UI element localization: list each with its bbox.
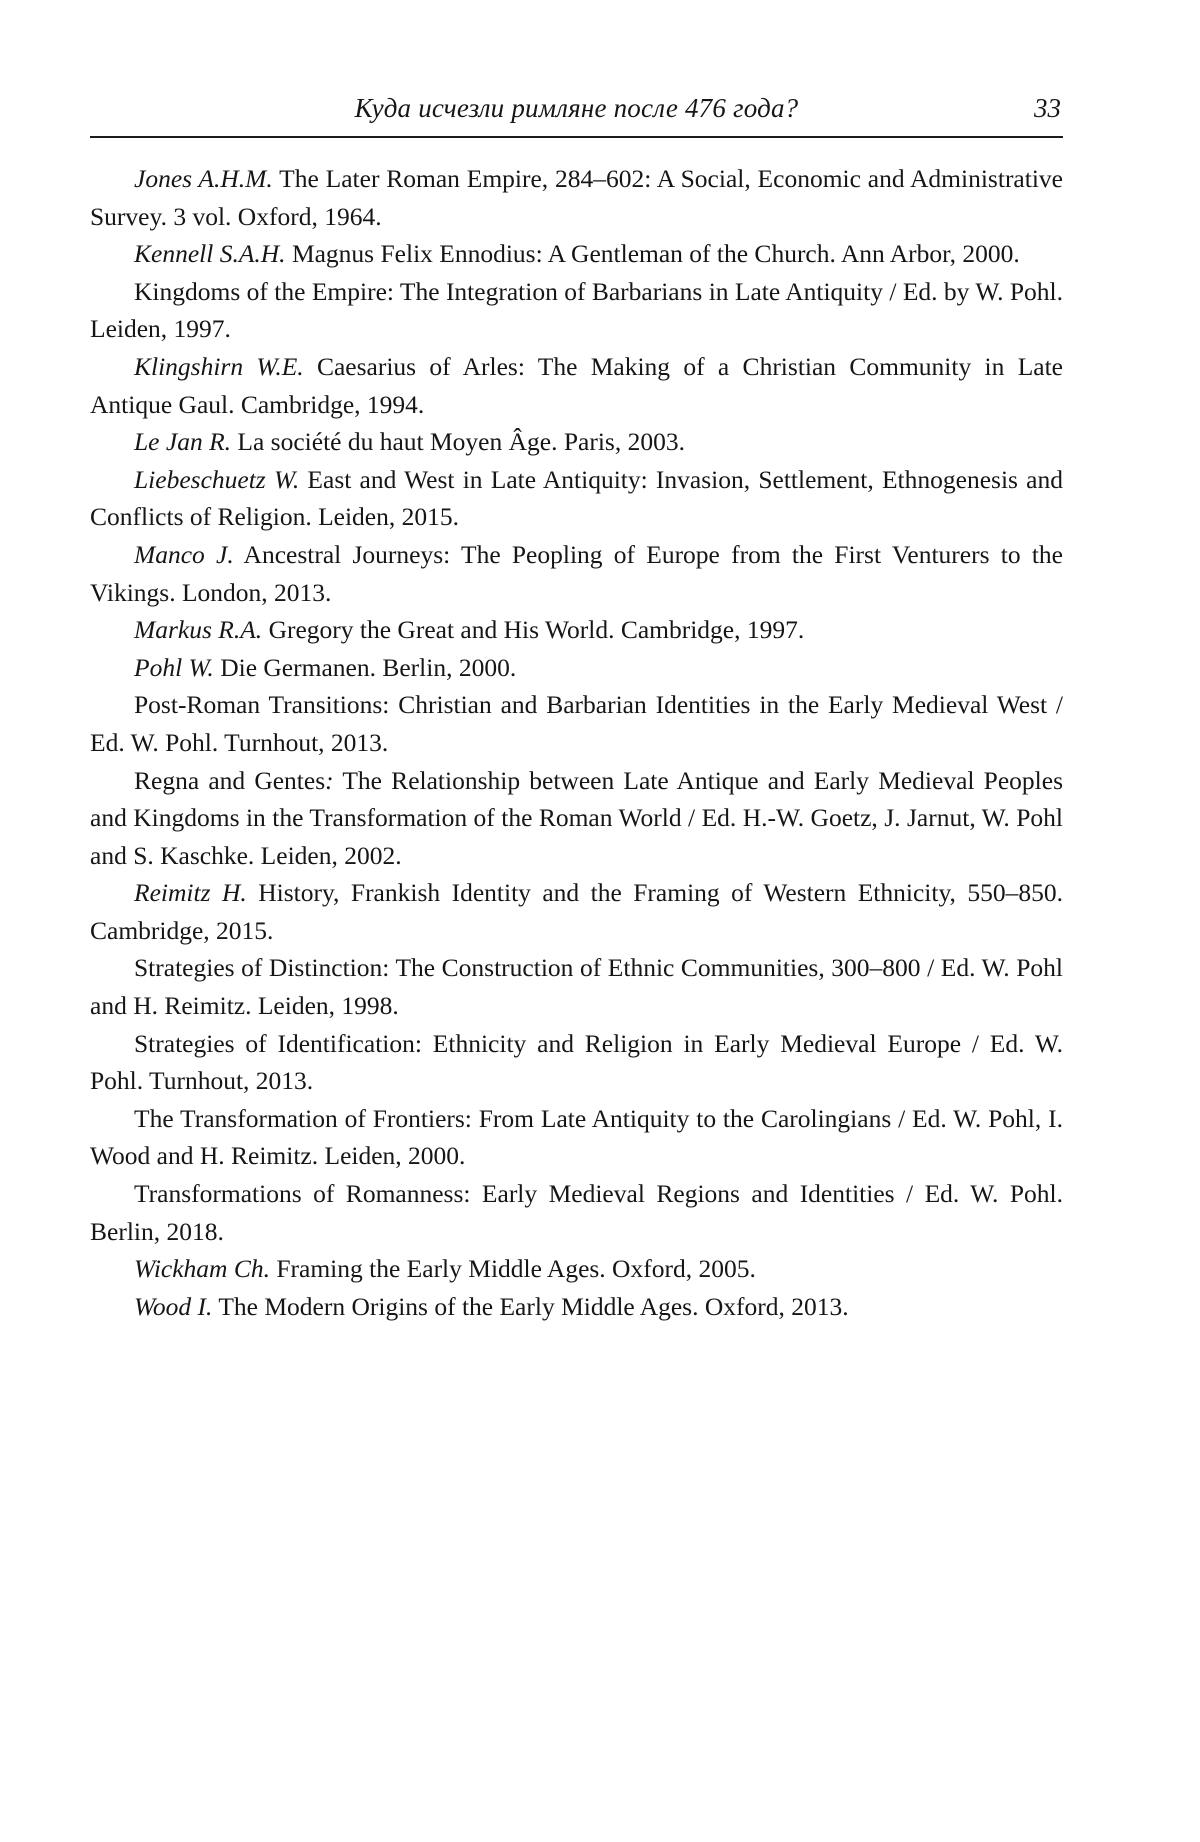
bibliography-entry bbox=[90, 949, 1063, 1024]
entry-text: Regna and Gentes bbox=[134, 765, 326, 795]
entry-text: Transformations of Romanness: Early Medieval Regions and Identities / Ed. W. Pohl. Berlin, 2018. bbox=[90, 1179, 1063, 1246]
entry-author-italic: Markus R.A. bbox=[134, 615, 263, 645]
entry-text: History, Frankish Identity and the Framing of Western Ethnicity, 550–850. Cambridge, 2015. bbox=[90, 878, 1064, 945]
entry-author-italic: Le Jan R. bbox=[134, 427, 232, 457]
entry-text: The Modern Origins of the Early Middle Ages. Oxford, 2013. bbox=[212, 1291, 849, 1321]
entry-text: La société du haut Moyen Âge. Paris, 2003. bbox=[231, 427, 685, 457]
bibliography-entry bbox=[90, 536, 1063, 611]
bibliography-entry bbox=[90, 762, 1063, 875]
entry-author-italic: Pohl W. bbox=[134, 652, 214, 682]
entry-author-italic: Klingshirn W.E. bbox=[134, 351, 304, 381]
entry-text: The Relationship between Late Antique and Early Medieval Peoples and Kingdoms in the Transformation of the Roman World / Ed. H.-W. Goetz, J. Jarnut, W. Pohl and S. Kaschke. Leiden, 2002. bbox=[90, 765, 1063, 870]
bibliography-entry bbox=[90, 235, 1063, 273]
page-content bbox=[90, 88, 1063, 1325]
entry-author-italic: Liebeschuetz W. bbox=[134, 464, 300, 494]
entry-text: Framing the Early Middle Ages. Oxford, 2005. bbox=[269, 1254, 756, 1284]
entry-author-italic: Manco J. bbox=[134, 539, 234, 569]
header-rule bbox=[90, 136, 1063, 138]
bibliography-list bbox=[90, 160, 1063, 1325]
entry-text: Ancestral Journeys: The Peopling of Europe from the First Venturers to the Vikings. London, 2013. bbox=[90, 539, 1063, 607]
bibliography-entry bbox=[90, 461, 1063, 536]
entry-author-italic: Wood I. bbox=[134, 1291, 213, 1321]
entry-text: Kingdoms of the Empire: The Integration of Barbarians in Late Antiquity / Ed. by W. Pohl. Leiden, 1997. bbox=[90, 276, 1063, 344]
entry-text: Caesarius of Arles: The Making of a Christian Community in Late Antique Gaul. Cambridge, 1994. bbox=[90, 351, 1063, 419]
entry-author-italic: Jones A.H.M. bbox=[134, 164, 273, 193]
bibliography-entry bbox=[90, 273, 1063, 348]
entry-author-italic: Wickham Ch. bbox=[134, 1254, 270, 1284]
page-number: 33 bbox=[1034, 93, 1061, 123]
bibliography-entry bbox=[90, 874, 1063, 949]
bibliography-entry bbox=[90, 1288, 1063, 1326]
entry-text: Strategies of Identification: Ethnicity and Religion in Early Medieval Europe / Ed. W. Pohl. Turnhout, 2013. bbox=[90, 1028, 1063, 1096]
entry-text: Magnus Felix Ennodius: A Gentleman of the Church. Ann Arbor, 2000. bbox=[285, 239, 1020, 269]
bibliography-entry bbox=[90, 348, 1063, 423]
entry-text: Die Germanen. Berlin, 2000. bbox=[213, 652, 517, 682]
entry-author-italic: Reimitz H. bbox=[134, 878, 247, 908]
bibliography-entry bbox=[90, 686, 1063, 761]
running-header bbox=[90, 88, 1063, 128]
bibliography-entry bbox=[90, 611, 1063, 649]
entry-text: The Later Roman Empire, 284–602: A Social, Economic and Administrative Survey. 3 vol. Oxford, 1964. bbox=[90, 164, 1063, 231]
bibliography-entry bbox=[90, 1250, 1063, 1288]
running-header-title: Куда исчезли римляне после 476 года? bbox=[354, 93, 799, 123]
entry-author-italic: : bbox=[325, 765, 334, 795]
entry-text: Gregory the Great and His World. Cambridge, 1997. bbox=[262, 615, 805, 645]
bibliography-entry bbox=[90, 160, 1063, 235]
entry-text: Strategies of Distinction: The Construction of Ethnic Communities, 300–800 / Ed. W. Pohl and H. Reimitz. Leiden, 1998. bbox=[90, 953, 1063, 1021]
entry-text: East and West in Late Antiquity: Invasion, Settlement, Ethnogenesis and Conflicts of Religion. Leiden, 2015. bbox=[90, 464, 1063, 532]
entry-author-italic: Kennell S.A.H. bbox=[134, 239, 286, 269]
bibliography-entry bbox=[90, 1100, 1063, 1175]
bibliography-entry bbox=[90, 649, 1063, 687]
bibliography-entry bbox=[90, 1175, 1063, 1250]
entry-text: Post-Roman Transitions: Christian and Barbarian Identities in the Early Medieval West / Ed. W. Pohl. Turnhout, 2013. bbox=[90, 690, 1063, 757]
entry-text: The Transformation of Frontiers: From Late Antiquity to the Carolingians / Ed. W. Pohl, I. Wood and H. Reimitz. Leiden, 2000. bbox=[90, 1103, 1063, 1171]
bibliography-entry bbox=[90, 423, 1063, 461]
bibliography-entry bbox=[90, 1025, 1063, 1100]
